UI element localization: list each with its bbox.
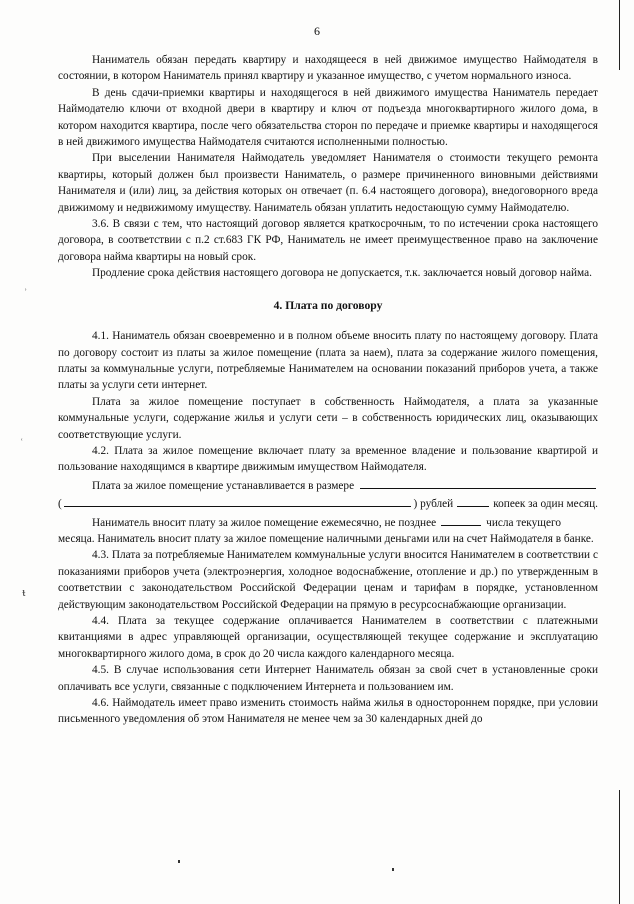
paragraph: 4.2. Плата за жилое помещение включает плату за временное владение и пользование квартирой и пользование находящимся в квартире движимым имуществом Наймодателя. (58, 444, 598, 474)
rent-words-line (58, 494, 598, 512)
rent-words-blank (64, 494, 412, 507)
paragraph: 3.6. В связи с тем, что настоящий договор является краткосрочным, то по истечении срока настоящего договора, в соответствии с п.2 ст.683 ГК РФ, Наниматель не имеет преимущественное право на заключение договора найма квартиры на новый срок. (58, 218, 598, 263)
payment-day-suffix: числа текущего (486, 516, 561, 529)
scan-edge-line (619, 790, 620, 904)
payment-day-label: Наниматель вносит плату за жилое помещение ежемесячно, не позднее (92, 516, 437, 529)
scan-edge-line (619, 0, 620, 70)
section-title: 4. Плата по договору (273, 298, 383, 312)
kopeks-blank (457, 494, 489, 507)
payment-day-line (58, 513, 598, 531)
paragraph: Наниматель обязан передать квартиру и находящееся в ней движимое имущество Наймодателя в состоянии, в котором Наниматель принял квартиру и указанное имущество, с учетом нормального износа. (58, 54, 598, 83)
paragraph: 4.5. В случае использования сети Интернет Наниматель обязан за свой счет в установленные сроки оплачивать все услуги, связанные с подключением Интернета и пользованием им. (58, 664, 598, 693)
paragraph: В день сдачи-приемки квартиры и находящегося в ней движимого имущества Наниматель передает Наймодателю ключи от входной двери в квартиру и ключ от подъезда многоквартирного жилого дома, в котором находится квартира, после чего обязательства сторон по передаче и приемке квартиры и находящегося в ней движимого имущества Наймодателя считаются исполненными полностью. (58, 86, 598, 149)
page-number: 6 (314, 24, 320, 38)
rent-amount-label: Плата за жилое помещение устанавливается в размере (92, 479, 355, 492)
rent-amount-blank (360, 476, 596, 489)
document-body (58, 52, 598, 728)
paragraph: Продление срока действия настоящего договора не допускается, т.к. заключается новый договор найма. (92, 267, 592, 280)
rubles-label: ) рублей (413, 498, 454, 511)
scan-mark-icon: ᵼ (22, 584, 26, 599)
paragraph: При выселении Нанимателя Наймодатель уведомляет Нанимателя о стоимости текущего ремонта квартиры, который должен был произвести Наниматель, о размере причиненного виновными действиями Нанимателя и (или) лиц, за действия которых он отвечает (п. 6.4 настоящего договора), внедоговорного вреда движимому и недвижимому имуществу. Наниматель обязан уплатить недостающую сумму Наймодателю. (58, 152, 598, 214)
payment-day-blank (441, 513, 481, 526)
open-paren: ( (58, 498, 62, 511)
paragraph: 4.3. Плата за потребляемые Нанимателем коммунальные услуги вносится Нанимателем в соответствии с показаниями приборов учета (электроэнергия, холодное водоснабжение, отопление и др.) по утвержденным в соответствии с законодательством Российской Федерации ценам и тарифам в порядке, установленном действующим законодательством Российской Федерации на прямую в ресурсоснабжающие организации. (58, 549, 598, 611)
paragraph: 4.4. Плата за текущее содержание оплачивается Нанимателем в соответствии с платежными квитанциями в адрес управляющей организации, осуществляющей текущее содержание и эксплуатацию многоквартирного жилого дома, в срок до 20 числа каждого календарного месяца. (58, 615, 598, 660)
scan-dot (178, 860, 180, 863)
scan-mark-icon: ʾ (24, 288, 28, 299)
scan-mark-icon: ʿ (20, 438, 24, 449)
paragraph: 4.1. Наниматель обязан своевременно и в полном объеме вносить плату по настоящему договору. Плата по договору состоит из платы за жилое помещение (плата за наем), плата за содержание жилого помещения, платы за коммунальные услуги, потребляемые Нанимателем на основании показаний приборов учета, а также платы за услуги сети интернет. (58, 330, 598, 392)
kopeks-label: копеек за один месяц. (493, 498, 598, 511)
paragraph: месяца. Наниматель вносит плату за жилое помещение наличными деньгами или на счет Наймодателя в банке. (58, 532, 594, 545)
paragraph: 4.6. Наймодатель имеет право изменить стоимость найма жилья в одностороннем порядке, при условии письменного уведомления об этом Нанимателя не менее чем за 30 календарных дней до (58, 697, 598, 726)
paragraph: Плата за жилое помещение поступает в собственность Наймодателя, а плата за указанные коммунальные услуги, содержание жилья и услуги сети – в собственность юридических лиц, оказывающих соответствующие услуги. (58, 395, 598, 441)
rent-amount-line (58, 476, 598, 494)
scan-dot (392, 868, 394, 871)
